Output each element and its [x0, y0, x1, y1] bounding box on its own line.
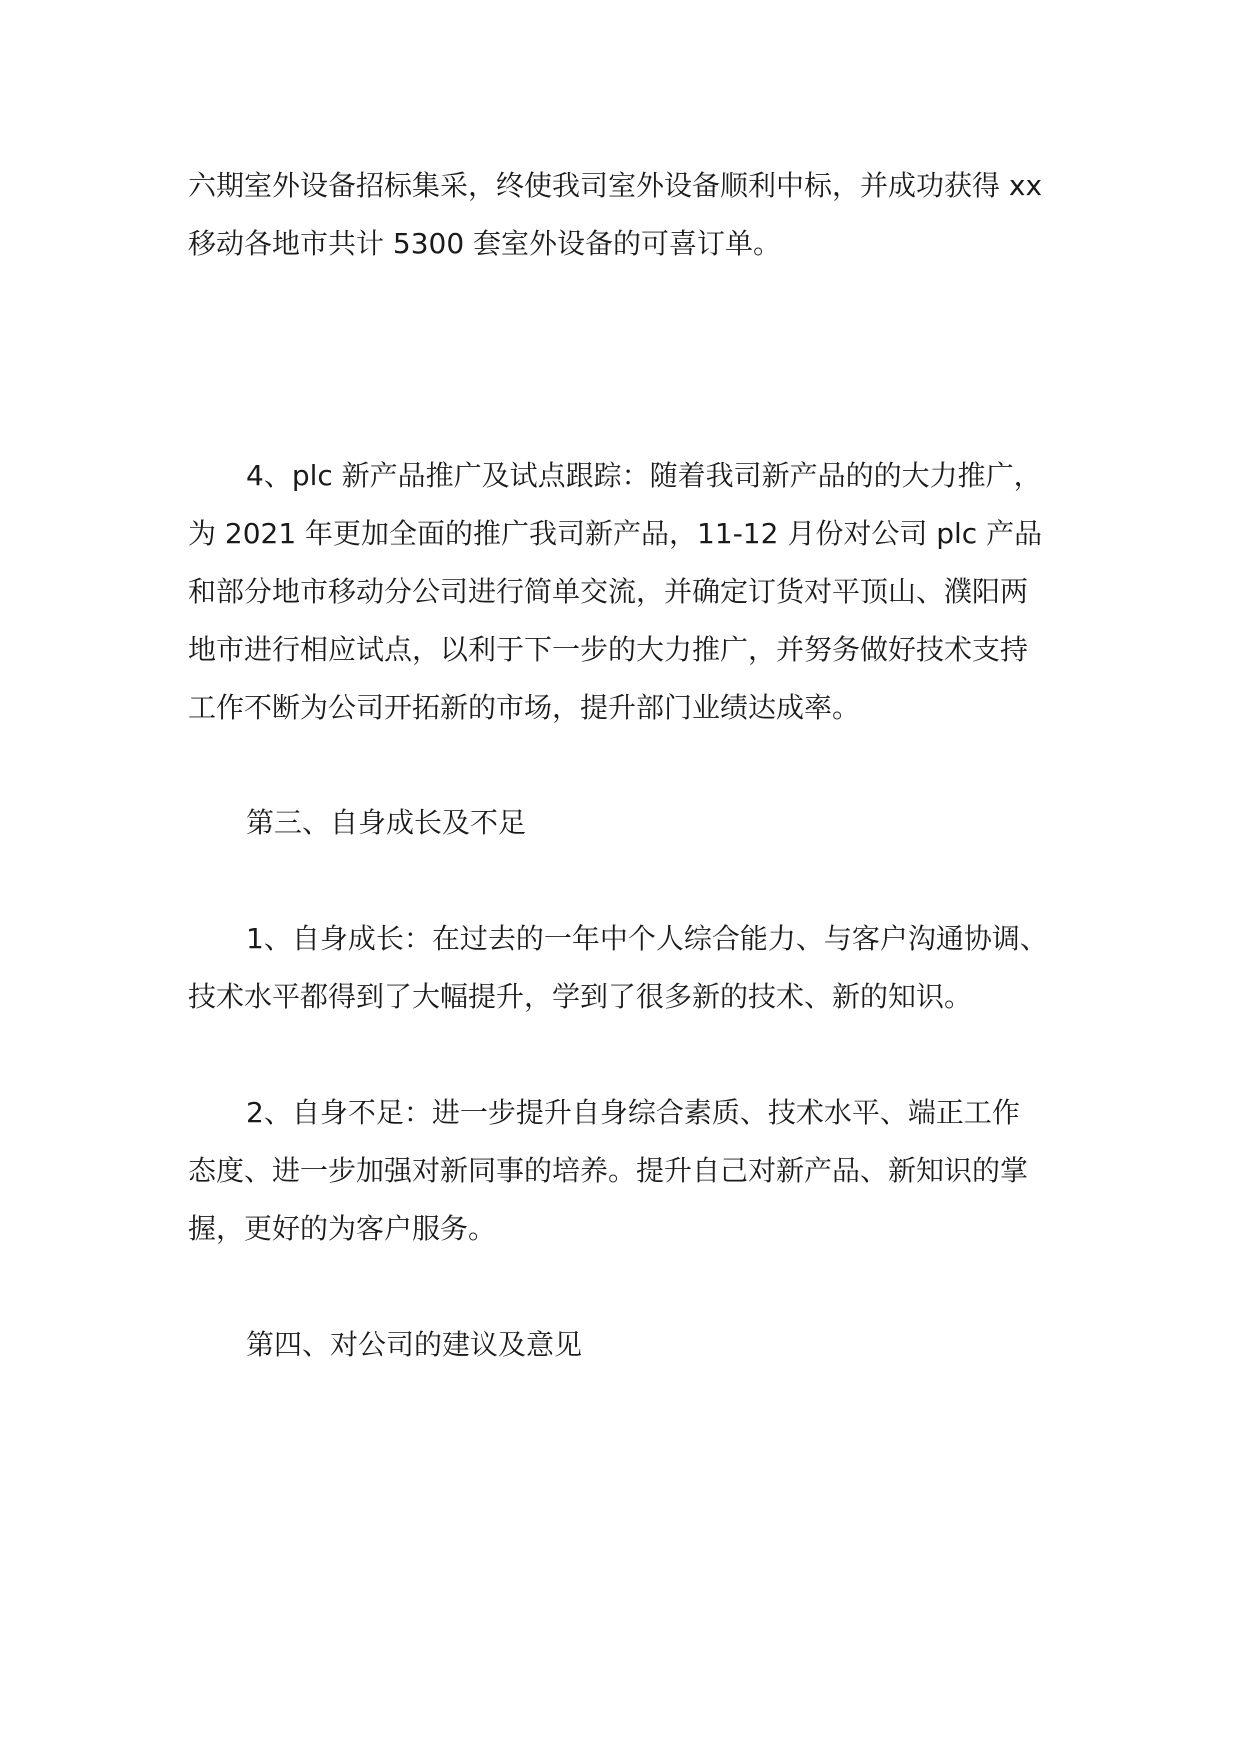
paragraph-line: 态度、进一步加强对新同事的培养。提升自己对新产品、新知识的掌 — [188, 1154, 1029, 1187]
paragraph-line: 工作不断为公司开拓新的市场，提升部门业绩达成率。 — [188, 691, 861, 724]
paragraph-line: 1、自身成长：在过去的一年中个人综合能力、与客户沟通协调、 — [246, 922, 1048, 955]
paragraph-line: 六期室外设备招标集采，终使我司室外设备顺利中标，并成功获得 xx — [188, 169, 1043, 202]
paragraph-line: 握，更好的为客户服务。 — [188, 1212, 497, 1245]
paragraph-line: 和部分地市移动分公司进行简单交流，并确定订货对平顶山、濮阳两 — [188, 575, 1029, 608]
paragraph-line: 2、自身不足：进一步提升自身综合素质、技术水平、端正工作 — [246, 1096, 1020, 1129]
paragraph-line: 为 2021 年更加全面的推广我司新产品，11-12 月份对公司 plc 产品 — [188, 517, 1043, 550]
paragraph-line: 4、plc 新产品推广及试点跟踪：随着我司新产品的的大力推广， — [246, 459, 1042, 492]
section-heading: 第四、对公司的建议及意见 — [246, 1328, 583, 1361]
section-heading: 第三、自身成长及不足 — [246, 806, 527, 839]
paragraph-line: 地市进行相应试点，以利于下一步的大力推广，并努务做好技术支持 — [188, 633, 1029, 666]
paragraph-line: 技术水平都得到了大幅提升，学到了很多新的技术、新的知识。 — [188, 980, 973, 1013]
paragraph-line: 移动各地市共计 5300 套室外设备的可喜订单。 — [188, 227, 782, 260]
